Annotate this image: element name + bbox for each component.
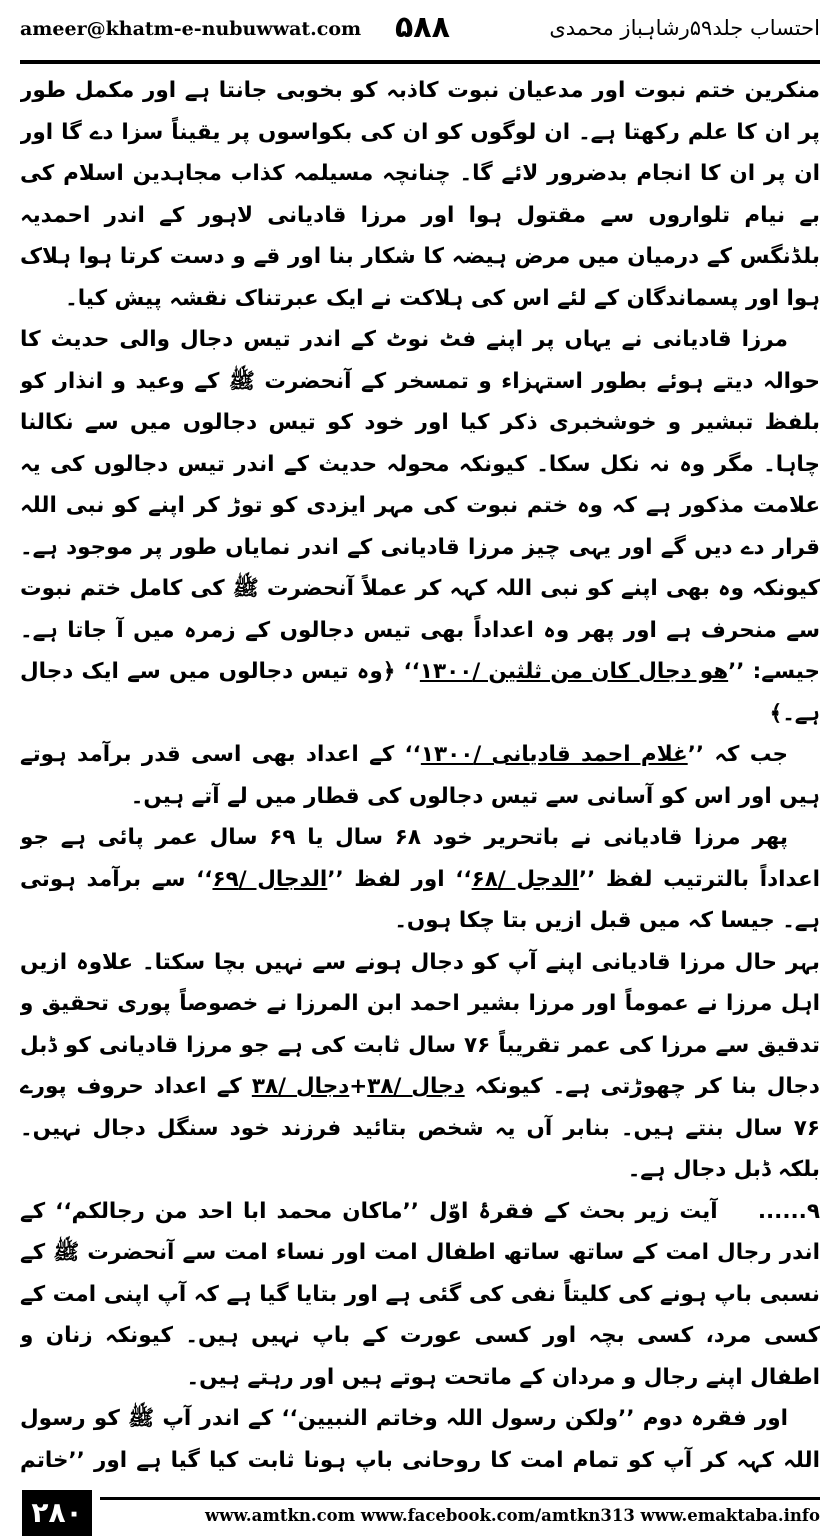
paragraph-2-tail: ‘‘ ﴿وہ تیس دجالوں میں سے ایک دجال ہے۔﴾: [20, 659, 820, 726]
footer-page-number: ۲۸۰: [22, 1490, 92, 1536]
paragraph-5-underlined-1: دجال /۳۸: [367, 1074, 465, 1099]
paragraph-1: منکرین ختم نبوت اور مدعیان نبوت کاذبہ کو بخوبی جانتا ہے اور مکمل طور پر ان کا علم رکھتا ہے۔ ان لوگوں کو ان کی بکواسوں پر یقیناً سزا دے گا اور ان پر ان کا انجام بدضرور لائے گا۔ چنانچہ مسیلمہ کذاب مجاہدین اسلام کی بے نیام تلواروں سے مقتول ہوا اور مرزا قادیانی لاہور کے اندر احمدیہ بلڈنگس کے درمیان میں مرض ہیضہ کا شکار بنا اور قے و دست کرتا ہوا ہلاک ہوا اور پسماندگان کے لئے اس کی ہلاکت نے ایک عبرتناک نقشہ پیش کیا۔: [20, 78, 820, 311]
paragraph-4-underlined-1: الدجل /۶۸: [471, 866, 579, 892]
footer-rule: [100, 1497, 820, 1500]
paragraph-4-mid: ‘‘ اور لفظ ’’: [327, 866, 472, 892]
paragraph-4-underlined-2: الدجال /۶۹: [212, 866, 328, 892]
paragraph-4: [20, 817, 820, 942]
paragraph-6: [20, 1191, 820, 1399]
header-rule: [20, 60, 820, 64]
paragraph-3-underlined: غلام احمد قادیانی /۱۳۰۰: [420, 742, 688, 767]
item-number: ۹......: [757, 1198, 820, 1224]
body-text: [20, 70, 820, 1482]
paragraph-2-underlined: ھو دجال کان من ثلثین /۱۳۰۰: [419, 659, 729, 684]
paragraph-4-tail: ‘‘ سے برآمد ہوتی ہے۔ جیسا کہ میں قبل ازیں بتا چکا ہوں۔: [20, 866, 820, 933]
paragraph-2: [20, 319, 820, 734]
paragraph-3: [20, 734, 820, 817]
paragraph-3-text-a: جب کہ ’’: [687, 742, 788, 767]
header-email[interactable]: ameer@khatm-e-nubuwwat.com: [20, 18, 362, 40]
paragraph-5-plus: +: [349, 1074, 368, 1099]
paragraph-5: [20, 942, 820, 1191]
page-header: [20, 10, 820, 58]
paragraph-4-text: پھر مرزا قادیانی نے باتحریر خود ۶۸ سال یا ۶۹ سال عمر پائی ہے جو اعداداً بالترتیب لفظ ’’: [20, 825, 820, 892]
paragraph-6-text: آیت زیر بحث کے فقرۂ اوّل ’’ماکان محمد ابا احد من رجالکم‘‘ کے اندر رجال امت کے ساتھ ساتھ اطفال امت اور نساء امت سے آنحضرت ﷺ کے نسبی باپ ہونے کی کلیتاً نفی کی گئی ہے اور بتایا گیا ہے کہ آپ اپنی امت کے کسی مرد، کسی بچہ اور کسی عورت کے باپ نہیں ہیں۔ کیونکہ زنان و اطفال اپنے رجال و مردان کے ماتحت ہوتے ہیں اور رہتے ہیں۔: [20, 1198, 820, 1390]
paragraph-7: اور فقرہ دوم ’’ولکن رسول اللہ وخاتم النبیین‘‘ کے اندر آپ ﷺ کو رسول اللہ کہہ کر آپ کو تمام امت کا روحانی باپ ہونا ثابت کیا گیا ہے اور ’’خاتم: [20, 1406, 820, 1473]
footer-links[interactable]: www.amtkn.com www.facebook.com/amtkn313 www.emaktaba.info: [204, 1506, 820, 1525]
paragraph-5-tail: کے اعداد حروف پورے ۷۶ سال بنتے ہیں۔ بنابر آں یہ شخص بتائید فرزند خود سنگل دجال نہیں۔ بلکہ ڈبل دجال ہے۔: [20, 1074, 820, 1182]
header-title: احتساب جلد۵۹رشاہباز محمدی: [549, 16, 820, 40]
paragraph-3-text-b: ‘‘ کے اعداد بھی اسی قدر برآمد ہوتے ہیں اور اس کو آسانی سے تیس دجالوں کی قطار میں لے آتے ہیں۔: [20, 742, 820, 809]
paragraph-5-underlined-2: دجال /۳۸: [251, 1074, 350, 1099]
header-page-number: ۵۸۸: [395, 10, 450, 45]
paragraph-5-text: بہر حال مرزا قادیانی اپنے آپ کو دجال ہونے سے نہیں بچا سکتا۔ علاوہ ازیں اہل مرزا نے عموماً اور مرزا بشیر احمد ابن المرزا نے خصوصاً پوری تحقیق و تدقیق سے مرزا کی عمر تقریباً ۷۶ سال ثابت کی ہے جو مرزا قادیانی کو ڈبل دجال بنا کر چھوڑتی ہے۔ کیونکہ: [20, 949, 820, 1099]
paragraph-2-text: مرزا قادیانی نے یہاں پر اپنے فٹ نوٹ کے اندر تیس دجال والی حدیث کا حوالہ دیتے ہوئے بطور استہزاء و تمسخر کے آنحضرت ﷺ کے وعید و انذار کو بلفظ تبشیر و خوشخبری ذکر کیا اور خود کو تیس دجالوں میں سے نکالنا چاہا۔ مگر وہ نہ نکل سکا۔ کیونکہ محولہ حدیث کے اندر تیس دجالوں کی یہ علامت مذکور ہے کہ وہ ختم نبوت کی مہر ایزدی کو توڑ کر اپنے کو نبی اللہ قرار دے دیں گے اور یہی چیز مرزا قادیانی کے اندر نمایاں طور پر موجود ہے۔ کیونکہ وہ بھی اپنے کو نبی اللہ کہہ کر عملاً آنحضرت ﷺ کی کامل ختم نبوت سے منحرف ہے اور پھر وہ اعداداً بھی تیس دجالوں کے زمرہ میں آ جاتا ہے۔ جیسے: ’’: [20, 327, 820, 684]
